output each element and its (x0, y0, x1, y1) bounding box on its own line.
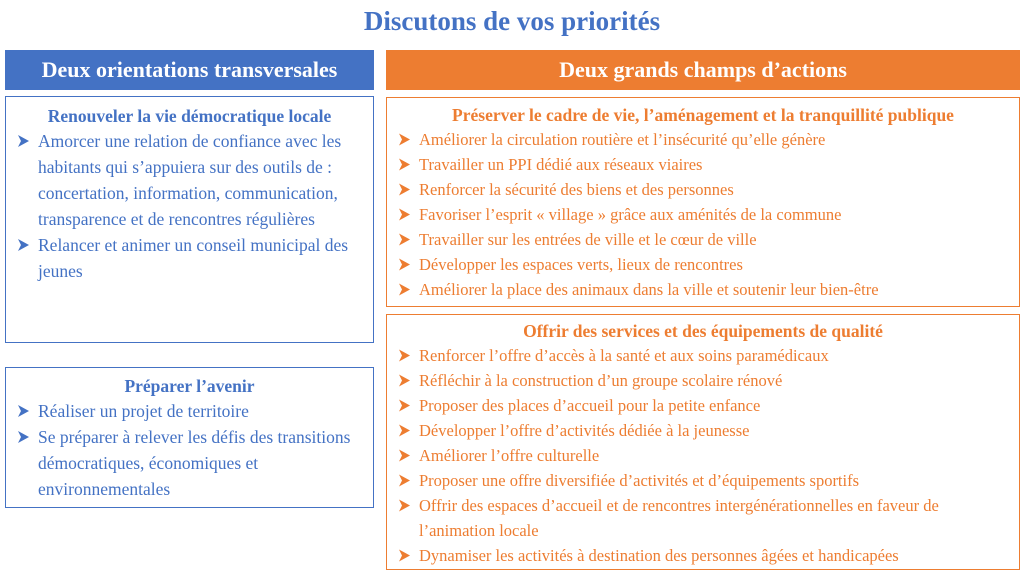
box-prepare-future-title: Préparer l’avenir (124, 376, 255, 396)
box-democratic-life-title: Renouveler la vie démocratique locale (47, 106, 332, 126)
arrow-bullet-icon (17, 128, 30, 154)
list-item (14, 232, 365, 284)
list-item (14, 128, 365, 232)
list-item (395, 202, 1011, 227)
list-item (395, 418, 1011, 443)
arrow-bullet-icon (398, 152, 411, 177)
list-item (395, 543, 1011, 568)
arrow-bullet-icon (398, 202, 411, 227)
list-item-text: Amorcer une relation de confiance avec les habitants qui s’appuiera sur des outils de : concertation, information, communication, transparence et de rencontres régulières (38, 131, 342, 229)
list-item (395, 127, 1011, 152)
list-item-text: Renforcer l’offre d’accès à la santé et aux soins paramédicaux (419, 346, 829, 365)
arrow-bullet-icon (398, 443, 411, 468)
list-item-text: Proposer une offre diversifiée d’activités et d’équipements sportifs (419, 471, 860, 490)
list-item-text: Se préparer à relever les défis des transitions démocratiques, économiques et environnementales (38, 427, 351, 499)
arrow-bullet-icon (398, 468, 411, 493)
list-item-text: Améliorer l’offre culturelle (419, 446, 600, 465)
arrow-bullet-icon (398, 543, 411, 568)
arrow-bullet-icon (398, 177, 411, 202)
list-item-text: Travailler sur les entrées de ville et le cœur de ville (419, 230, 757, 249)
list-item (395, 468, 1011, 493)
list-item (14, 424, 365, 502)
list-item (395, 393, 1011, 418)
box-services-equipment (386, 314, 1020, 570)
list-item (395, 343, 1011, 368)
arrow-bullet-icon (398, 277, 411, 302)
arrow-bullet-icon (17, 398, 30, 424)
list-item-text: Travailler un PPI dédié aux réseaux viaires (419, 155, 703, 174)
list-item (14, 398, 365, 424)
list-item-text: Développer l’offre d’activités dédiée à la jeunesse (419, 421, 750, 440)
living-environment-list (395, 127, 1011, 302)
list-item-text: Renforcer la sécurité des biens et des personnes (419, 180, 734, 199)
list-item-text: Améliorer la place des animaux dans la ville et soutenir leur bien-être (419, 280, 879, 299)
list-item (395, 277, 1011, 302)
prepare-future-list (14, 398, 365, 502)
arrow-bullet-icon (398, 418, 411, 443)
box-prepare-future (5, 367, 374, 508)
list-item-text: Offrir des espaces d’accueil et de rencontres intergénérationnelles en faveur de l’animation locale (419, 496, 939, 540)
democratic-life-list (14, 128, 365, 284)
list-item (395, 493, 1011, 543)
list-item-text: Réfléchir à la construction d’un groupe scolaire rénové (419, 371, 783, 390)
list-item-text: Réaliser un projet de territoire (38, 401, 249, 421)
list-item-text: Favoriser l’esprit « village » grâce aux aménités de la commune (419, 205, 842, 224)
arrow-bullet-icon (17, 424, 30, 450)
list-item-text: Dynamiser les activités à destination des personnes âgées et handicapées (419, 546, 899, 565)
list-item (395, 152, 1011, 177)
arrow-bullet-icon (398, 252, 411, 277)
header-action-fields: Deux grands champs d’actions (386, 50, 1020, 90)
list-item-text: Améliorer la circulation routière et l’insécurité qu’elle génère (419, 130, 826, 149)
arrow-bullet-icon (398, 343, 411, 368)
arrow-bullet-icon (398, 393, 411, 418)
list-item-text: Relancer et animer un conseil municipal des jeunes (38, 235, 349, 281)
arrow-bullet-icon (398, 127, 411, 152)
box-democratic-life (5, 96, 374, 343)
list-item (395, 177, 1011, 202)
box-living-environment (386, 97, 1020, 307)
header-transversal-orientations: Deux orientations transversales (5, 50, 374, 90)
arrow-bullet-icon (398, 493, 411, 518)
arrow-bullet-icon (17, 232, 30, 258)
box-living-environment-title: Préserver le cadre de vie, l’aménagement et la tranquillité publique (452, 105, 954, 125)
list-item (395, 252, 1011, 277)
list-item (395, 227, 1011, 252)
page-title: Discutons de vos priorités (363, 6, 661, 36)
box-services-equipment-title: Offrir des services et des équipements de qualité (523, 321, 883, 341)
services-equipment-list (395, 343, 1011, 568)
arrow-bullet-icon (398, 227, 411, 252)
list-item (395, 368, 1011, 393)
list-item-text: Proposer des places d’accueil pour la petite enfance (419, 396, 761, 415)
list-item-text: Développer les espaces verts, lieux de rencontres (419, 255, 743, 274)
list-item (395, 443, 1011, 468)
arrow-bullet-icon (398, 368, 411, 393)
